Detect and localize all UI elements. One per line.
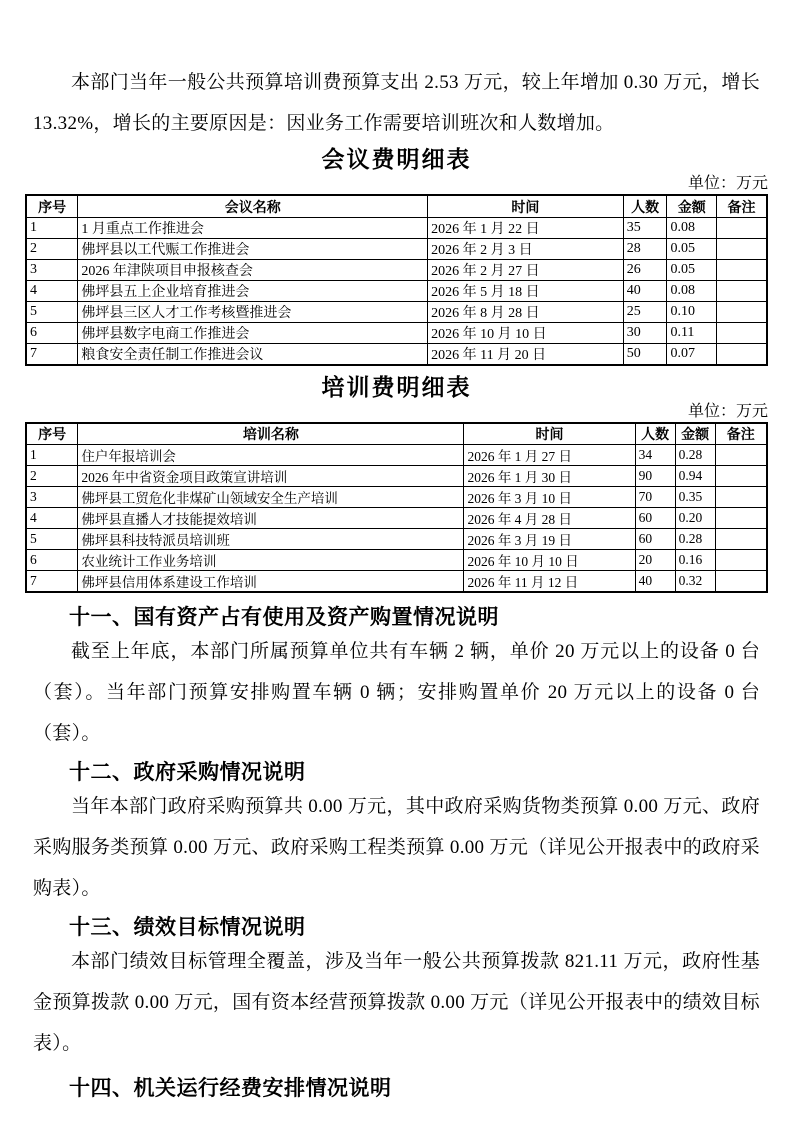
table-cell — [715, 571, 767, 593]
table-cell: 0.08 — [667, 218, 717, 239]
table-cell: 2026 年 8 月 28 日 — [428, 302, 624, 323]
table-cell — [717, 260, 767, 281]
training-table-unit-label: 单位：万元 — [687, 403, 768, 420]
table-cell: 2026 年 1 月 30 日 — [464, 466, 635, 487]
table-cell: 粮食安全责任制工作推进会议 — [78, 344, 428, 366]
table-cell: 35 — [623, 218, 667, 239]
table-cell: 3 — [26, 487, 78, 508]
table-cell — [715, 445, 767, 466]
table-cell: 0.05 — [667, 239, 717, 260]
table-cell: 2026 年 1 月 27 日 — [464, 445, 635, 466]
table-cell: 34 — [635, 445, 675, 466]
table-cell: 5 — [26, 529, 78, 550]
table-cell: 2 — [26, 239, 78, 260]
table-row — [26, 508, 767, 529]
meeting-fee-table — [25, 194, 768, 366]
table-row — [26, 344, 767, 366]
column-header: 人数 — [623, 195, 667, 218]
column-header: 培训名称 — [78, 423, 464, 445]
table-cell: 0.32 — [675, 571, 715, 593]
table-cell: 0.08 — [667, 281, 717, 302]
table-row — [26, 529, 767, 550]
column-header: 时间 — [428, 195, 624, 218]
table-cell — [717, 239, 767, 260]
table-cell: 7 — [26, 571, 78, 593]
table-cell: 2026 年 2 月 3 日 — [428, 239, 624, 260]
section-heading-operating-expenses: 十四、机关运行经费安排情况说明 — [69, 1077, 392, 1100]
table-row — [26, 302, 767, 323]
column-header: 金额 — [667, 195, 717, 218]
table-row — [26, 445, 767, 466]
table-row — [26, 218, 767, 239]
column-header: 金额 — [675, 423, 715, 445]
table-cell — [717, 344, 767, 366]
table-row — [26, 487, 767, 508]
table-cell: 5 — [26, 302, 78, 323]
column-header: 会议名称 — [78, 195, 428, 218]
column-header: 备注 — [717, 195, 767, 218]
table-cell: 2026 年 3 月 10 日 — [464, 487, 635, 508]
meeting-table-unit-label: 单位：万元 — [687, 175, 768, 192]
table-cell: 2026 年 4 月 28 日 — [464, 508, 635, 529]
table-cell: 1 月重点工作推进会 — [78, 218, 428, 239]
meeting-table-title: 会议费明细表 — [321, 147, 472, 172]
table-cell: 2026 年 2 月 27 日 — [428, 260, 624, 281]
section-body-performance-targets: 本部门绩效目标管理全覆盖，涉及当年一般公共预算拨款 821.11 万元，政府性基金预算拨款 0.00 万元，国有资本经营预算拨款 0.00 万元（详见公开报表中的绩效目标表）。 — [33, 951, 760, 1054]
table-header-row — [26, 195, 767, 218]
table-cell: 农业统计工作业务培训 — [78, 550, 464, 571]
table-cell: 30 — [623, 323, 667, 344]
column-header: 人数 — [635, 423, 675, 445]
table-cell — [715, 466, 767, 487]
table-cell: 2 — [26, 466, 78, 487]
table-cell: 佛坪县三区人才工作考核暨推进会 — [78, 302, 428, 323]
table-cell — [715, 508, 767, 529]
table-cell: 0.94 — [675, 466, 715, 487]
table-cell: 40 — [623, 281, 667, 302]
table-cell: 2026 年中省资金项目政策宣讲培训 — [78, 466, 464, 487]
table-cell: 0.05 — [667, 260, 717, 281]
table-cell — [717, 302, 767, 323]
table-cell — [715, 529, 767, 550]
section-body-state-assets: 截至上年底，本部门所属预算单位共有车辆 2 辆，单价 20 万元以上的设备 0 台（套）。当年部门预算安排购置车辆 0 辆；安排购置单价 20 万元以上的设备 0 台（套）。 — [33, 641, 760, 744]
table-cell: 4 — [26, 281, 78, 302]
intro-paragraph: 本部门当年一般公共预算培训费预算支出 2.53 万元，较上年增加 0.30 万元，增长 13.32%，增长的主要原因是：因业务工作需要培训班次和人数增加。 — [33, 72, 760, 134]
table-row — [26, 281, 767, 302]
table-cell: 佛坪县数字电商工作推进会 — [78, 323, 428, 344]
column-header: 时间 — [464, 423, 635, 445]
table-cell: 2026 年 10 月 10 日 — [428, 323, 624, 344]
table-cell: 6 — [26, 323, 78, 344]
table-header-row — [26, 423, 767, 445]
table-cell: 26 — [623, 260, 667, 281]
table-cell: 0.35 — [675, 487, 715, 508]
table-cell — [715, 550, 767, 571]
table-cell: 25 — [623, 302, 667, 323]
table-cell: 2026 年 11 月 12 日 — [464, 571, 635, 593]
table-cell: 1 — [26, 218, 78, 239]
table-cell: 2026 年 1 月 22 日 — [428, 218, 624, 239]
table-row — [26, 260, 767, 281]
table-cell: 6 — [26, 550, 78, 571]
table-cell: 佛坪县工贸危化非煤矿山领域安全生产培训 — [78, 487, 464, 508]
section-body-gov-procurement: 当年本部门政府采购预算共 0.00 万元，其中政府采购货物类预算 0.00 万元、政府采购服务类预算 0.00 万元、政府采购工程类预算 0.00 万元（详见公开报表中的政府采购表）。 — [33, 796, 760, 899]
table-cell: 2026 年 5 月 18 日 — [428, 281, 624, 302]
table-cell: 0.11 — [667, 323, 717, 344]
table-cell: 60 — [635, 508, 675, 529]
table-cell: 佛坪县五上企业培育推进会 — [78, 281, 428, 302]
table-cell: 7 — [26, 344, 78, 366]
table-cell: 0.07 — [667, 344, 717, 366]
table-cell: 佛坪县信用体系建设工作培训 — [78, 571, 464, 593]
table-cell: 佛坪县以工代赈工作推进会 — [78, 239, 428, 260]
table-cell — [717, 323, 767, 344]
table-row — [26, 571, 767, 593]
table-row — [26, 239, 767, 260]
table-cell: 0.10 — [667, 302, 717, 323]
section-heading-gov-procurement: 十二、政府采购情况说明 — [69, 761, 306, 784]
table-cell: 佛坪县科技特派员培训班 — [78, 529, 464, 550]
table-row — [26, 323, 767, 344]
table-cell — [717, 281, 767, 302]
table-cell: 40 — [635, 571, 675, 593]
table-row — [26, 466, 767, 487]
table-cell: 2026 年 3 月 19 日 — [464, 529, 635, 550]
training-table-title: 培训费明细表 — [321, 375, 472, 400]
table-cell: 2026 年津陕项目申报核查会 — [78, 260, 428, 281]
table-cell: 20 — [635, 550, 675, 571]
table-cell: 0.28 — [675, 529, 715, 550]
table-row — [26, 550, 767, 571]
table-cell: 0.20 — [675, 508, 715, 529]
table-cell: 4 — [26, 508, 78, 529]
table-cell: 0.28 — [675, 445, 715, 466]
section-heading-performance-targets: 十三、绩效目标情况说明 — [69, 916, 306, 939]
table-cell: 50 — [623, 344, 667, 366]
table-cell: 60 — [635, 529, 675, 550]
section-heading-state-assets: 十一、国有资产占有使用及资产购置情况说明 — [69, 606, 499, 629]
column-header: 序号 — [26, 423, 78, 445]
table-cell: 2026 年 11 月 20 日 — [428, 344, 624, 366]
table-cell: 0.16 — [675, 550, 715, 571]
training-fee-table — [25, 422, 768, 593]
table-cell: 28 — [623, 239, 667, 260]
table-cell: 佛坪县直播人才技能提效培训 — [78, 508, 464, 529]
column-header: 备注 — [715, 423, 767, 445]
table-cell: 住户年报培训会 — [78, 445, 464, 466]
table-cell: 2026 年 10 月 10 日 — [464, 550, 635, 571]
table-cell: 90 — [635, 466, 675, 487]
table-cell: 1 — [26, 445, 78, 466]
column-header: 序号 — [26, 195, 78, 218]
table-cell — [717, 218, 767, 239]
table-cell: 3 — [26, 260, 78, 281]
table-cell: 70 — [635, 487, 675, 508]
table-cell — [715, 487, 767, 508]
